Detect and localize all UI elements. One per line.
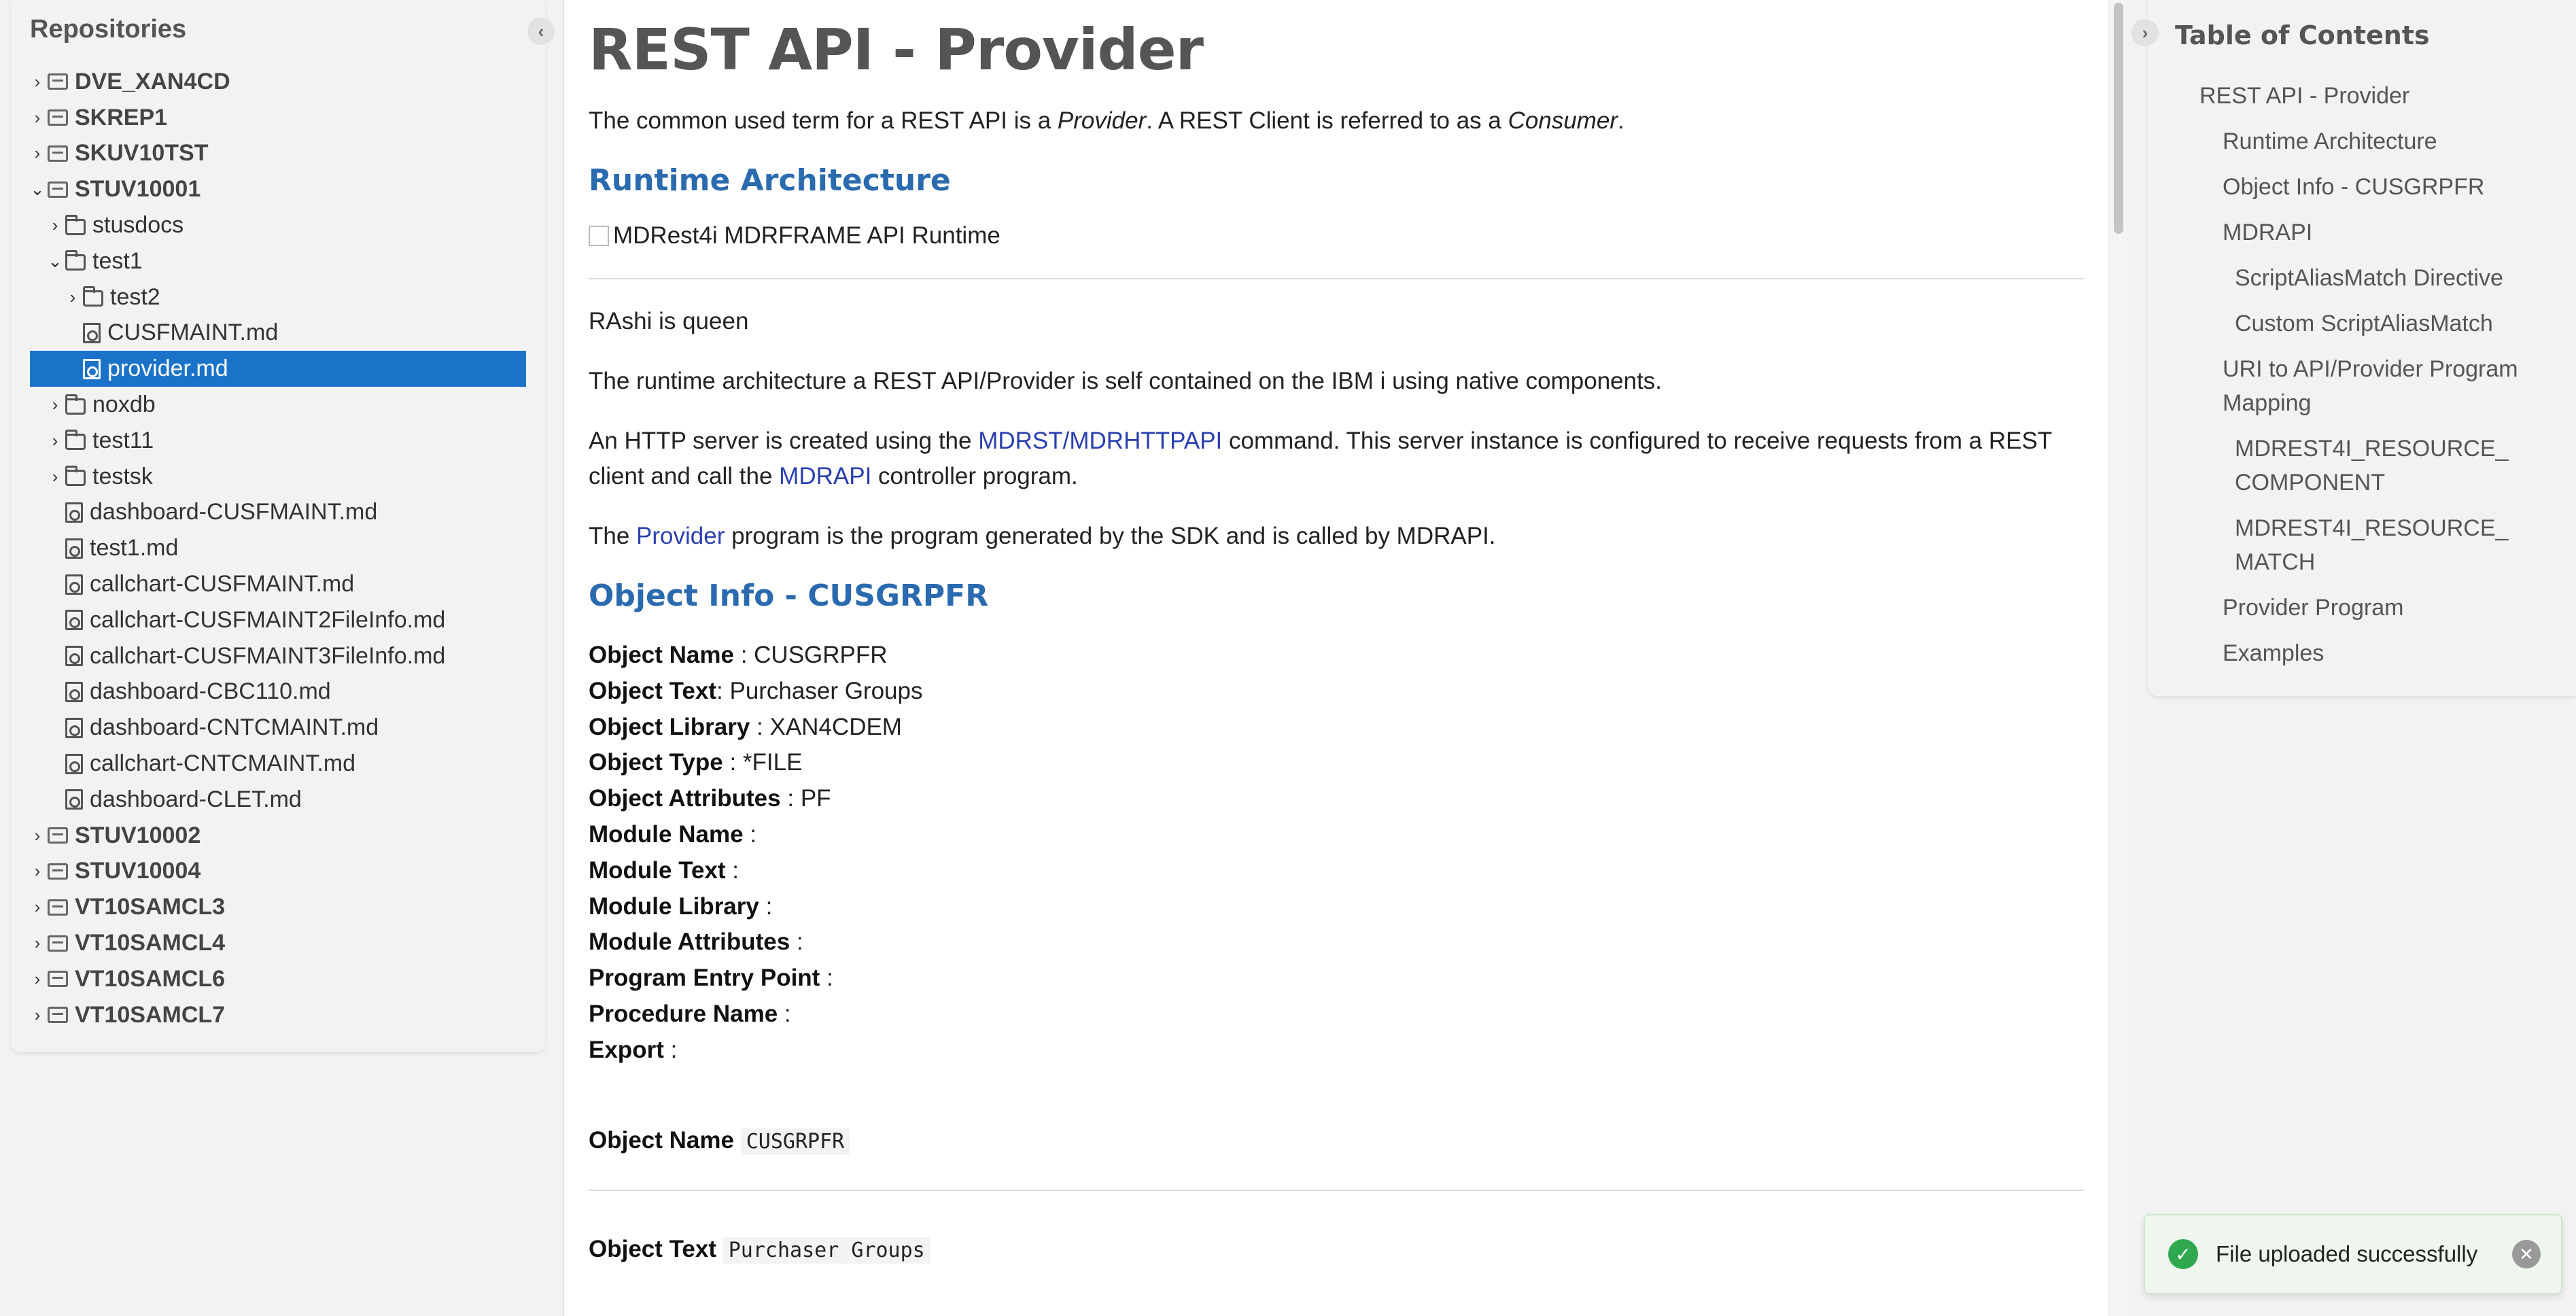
object-info-list: [589, 638, 2084, 1069]
info-label: Module Attributes: [589, 929, 790, 956]
tree-item[interactable]: [30, 782, 526, 818]
chevron-right-icon[interactable]: ›: [34, 107, 41, 128]
tree-item[interactable]: [30, 710, 526, 746]
object-info-row: [589, 745, 2084, 781]
collapse-sidebar-button[interactable]: [527, 18, 555, 45]
info-separator: :: [820, 965, 840, 992]
chevron-down-icon[interactable]: ⌄: [48, 250, 63, 271]
tree-item[interactable]: [30, 459, 526, 495]
chevron-right-icon[interactable]: ›: [34, 897, 41, 918]
chevron-right-icon[interactable]: ›: [52, 215, 58, 236]
repository-icon: [48, 935, 68, 952]
object-info-row: [589, 710, 2084, 746]
tree-item[interactable]: [30, 387, 526, 423]
sidebar-title: Repositories: [30, 15, 187, 44]
tree-item[interactable]: [30, 136, 526, 172]
toc-item[interactable]: Custom ScriptAliasMatch: [2235, 311, 2493, 336]
tree-item[interactable]: [30, 889, 526, 925]
tree-item[interactable]: [30, 925, 526, 961]
markdown-file-icon: [65, 789, 83, 810]
provider-paragraph: The Provider program is the program generated by the SDK and is called by MDRAPI.: [589, 523, 1496, 549]
info-separator: :: [759, 893, 780, 920]
page-title: REST API - Provider: [589, 16, 1204, 83]
object-text-code: Purchaser Groups: [723, 1237, 930, 1264]
document-view: [564, 0, 2108, 1316]
object-info-row: [589, 889, 2084, 925]
document-content: [589, 16, 2084, 1269]
info-separator: :: [733, 642, 754, 668]
object-info-row: [589, 781, 2084, 817]
toc-item[interactable]: MDREST4I_RESOURCE_ MATCH: [2235, 515, 2509, 575]
divider: [589, 1190, 2084, 1191]
close-toast-button[interactable]: [2512, 1240, 2541, 1268]
tree-item-label: VT10SAMCL6: [75, 965, 226, 992]
info-separator: :: [790, 929, 810, 956]
info-label: Module Text: [589, 856, 726, 884]
tree-item-label: dashboard-CUSFMAINT.md: [90, 499, 378, 525]
repository-icon: [48, 181, 68, 198]
tree-item-label: callchart-CUSFMAINT.md: [90, 571, 355, 598]
tree-item-label: STUV10002: [75, 822, 201, 848]
repository-icon: [48, 73, 68, 90]
chevron-right-icon[interactable]: ›: [52, 430, 58, 451]
toc-item[interactable]: URI to API/Provider Program Mapping: [2223, 356, 2518, 416]
toc-item[interactable]: ScriptAliasMatch Directive: [2235, 265, 2503, 291]
tree-item-label: callchart-CUSFMAINT3FileInfo.md: [90, 642, 446, 669]
heading-object-info: Object Info - CUSGRPFR: [589, 578, 989, 613]
tree-item-label: VT10SAMCL7: [75, 1001, 226, 1028]
tree-item[interactable]: [30, 997, 526, 1033]
repository-icon: [48, 145, 68, 162]
tree-item-label: SKUV10TST: [75, 140, 209, 167]
chevron-right-icon[interactable]: ›: [34, 861, 41, 882]
toggle-toc-button[interactable]: [2131, 19, 2159, 46]
tree-item-label: test1.md: [90, 535, 179, 561]
toast-message: File uploaded successfully: [2216, 1241, 2478, 1266]
chevron-right-icon[interactable]: ›: [34, 71, 41, 92]
markdown-file-icon: [65, 754, 83, 774]
object-name-code: CUSGRPFR: [741, 1128, 850, 1155]
repository-icon: [48, 971, 68, 987]
object-name-row: Object Name CUSGRPFR: [589, 1123, 2084, 1160]
markdown-file-icon: [65, 682, 83, 702]
intro-paragraph: The common used term for a REST API is a Provider. A REST Client is referred to as a Consumer.: [589, 107, 1624, 134]
markdown-file-icon: [65, 610, 83, 630]
broken-image-icon: [589, 226, 609, 246]
info-label: Object Name: [589, 642, 734, 668]
tree-item-label: noxdb: [92, 392, 156, 418]
markdown-file-icon: [83, 323, 101, 343]
repository-icon: [48, 1007, 68, 1023]
markdown-file-icon: [65, 646, 83, 666]
tree-item-label: provider.md: [107, 356, 228, 382]
object-info-row: [589, 924, 2084, 960]
info-separator: :: [780, 785, 801, 812]
object-info-row: [589, 674, 2084, 710]
tree-item[interactable]: [30, 243, 526, 279]
tree-item-label: test2: [110, 283, 160, 310]
toc-item[interactable]: MDREST4I_RESOURCE_ COMPONENT: [2235, 436, 2509, 496]
tree-item[interactable]: [30, 495, 526, 531]
object-info-row: [589, 960, 2084, 997]
chevron-right-icon[interactable]: ›: [34, 1004, 41, 1025]
object-info-row: [589, 853, 2084, 889]
info-separator: :: [663, 1036, 684, 1063]
info-label: Object Library: [589, 713, 750, 740]
mdrapi-link[interactable]: MDRAPI: [779, 463, 872, 489]
info-value: Purchaser Groups: [729, 677, 923, 704]
info-separator: :: [750, 713, 770, 740]
upload-toast: [2144, 1214, 2562, 1294]
tree-item[interactable]: [30, 566, 526, 602]
info-label: Module Library: [589, 893, 759, 920]
chevron-down-icon[interactable]: ⌄: [30, 179, 45, 200]
repository-icon: [48, 109, 68, 126]
rashi-paragraph: RAshi is queen: [589, 308, 749, 334]
runtime-paragraph: The runtime architecture a REST API/Provider is self contained on the IBM i using native components.: [589, 368, 1663, 394]
tree-item[interactable]: [30, 423, 526, 459]
tree-item-label: test1: [92, 247, 143, 274]
tree-item[interactable]: [30, 602, 526, 638]
folder-icon: [65, 434, 86, 450]
runtime-diagram-image: MDRest4i MDRFRAME API Runtime: [589, 222, 2084, 249]
toc-item[interactable]: Examples: [2223, 640, 2325, 666]
object-info-row: [589, 817, 2084, 853]
tree-item-label: dashboard-CLET.md: [90, 786, 302, 812]
info-label: Program Entry Point: [589, 965, 820, 992]
tree-item-label: test11: [92, 427, 154, 453]
check-circle-icon: ✓: [2168, 1239, 2198, 1269]
tree-item[interactable]: [30, 818, 526, 854]
tree-item-label: CUSFMAINT.md: [107, 319, 279, 346]
tree-item-label: DVE_XAN4CD: [75, 68, 230, 94]
close-icon: ✕: [2519, 1243, 2534, 1264]
repository-tree: [30, 64, 526, 1033]
toc-item[interactable]: REST API - Provider: [2199, 83, 2410, 109]
tree-item[interactable]: [30, 207, 526, 243]
repository-icon: [48, 827, 68, 844]
tree-item[interactable]: [30, 64, 526, 100]
chevron-right-icon[interactable]: ›: [69, 286, 76, 307]
scrollbar-thumb[interactable]: [2114, 3, 2123, 234]
tree-item[interactable]: [30, 100, 526, 136]
info-value: XAN4CDEM: [769, 713, 902, 740]
http-paragraph: An HTTP server is created using the MDRST/MDRHTTPAPI command. This server instance is configured to receive requests from a REST client and call the MDRAPI controller program.: [589, 428, 2052, 489]
info-value: CUSGRPFR: [754, 642, 888, 668]
tree-item[interactable]: [30, 315, 526, 351]
object-text-row: Object Text Purchaser Groups: [589, 1232, 2084, 1269]
chevron-left-icon: ‹: [538, 20, 544, 41]
tree-item[interactable]: [30, 854, 526, 890]
tree-item[interactable]: [30, 746, 526, 782]
markdown-file-icon: [65, 574, 83, 595]
chevron-right-icon[interactable]: ›: [52, 394, 58, 415]
tree-item-label: VT10SAMCL4: [75, 930, 226, 956]
tree-item-label: dashboard-CBC110.md: [90, 678, 331, 705]
info-label: Object Attributes: [589, 785, 781, 812]
folder-icon: [83, 290, 103, 307]
tree-item[interactable]: [30, 961, 526, 997]
tree-item[interactable]: [30, 530, 526, 566]
chevron-right-icon[interactable]: ›: [34, 825, 41, 846]
tree-item-label: STUV10001: [75, 176, 201, 203]
tree-item-label: dashboard-CNTCMAINT.md: [90, 714, 379, 741]
info-label: Object Text: [589, 677, 717, 704]
info-label: Module Name: [589, 820, 744, 848]
tree-item[interactable]: [30, 171, 526, 207]
folder-icon: [65, 398, 86, 415]
chevron-right-icon[interactable]: ›: [34, 143, 41, 164]
tree-item[interactable]: [30, 638, 526, 674]
chevron-right-icon[interactable]: ›: [34, 968, 41, 989]
info-label: Export: [589, 1036, 664, 1063]
document-scrollbar[interactable]: [2108, 0, 2127, 1316]
toc-item[interactable]: MDRAPI: [2223, 220, 2313, 245]
info-value: PF: [800, 785, 831, 812]
chevron-right-icon[interactable]: ›: [52, 466, 58, 487]
info-separator: :: [723, 749, 743, 776]
info-separator: :: [716, 677, 730, 704]
tree-item-label: VT10SAMCL3: [75, 894, 226, 920]
folder-icon: [65, 219, 86, 235]
markdown-file-icon: [65, 538, 83, 559]
object-info-row: [589, 997, 2084, 1033]
tree-item[interactable]: [30, 351, 526, 387]
info-label: Procedure Name: [589, 1000, 778, 1027]
toc-item[interactable]: Provider Program: [2223, 595, 2404, 621]
repository-sidebar: [0, 0, 564, 1316]
object-info-row: [589, 1033, 2084, 1069]
tree-item-label: callchart-CNTCMAINT.md: [90, 750, 356, 777]
info-value: *FILE: [742, 749, 803, 776]
toc-item[interactable]: Runtime Architecture: [2223, 128, 2437, 154]
repository-icon: [48, 899, 68, 916]
toc-list: [2199, 79, 2566, 682]
mdrhttpapi-link[interactable]: MDRST/MDRHTTPAPI: [978, 428, 1223, 454]
info-separator: :: [743, 820, 763, 848]
markdown-file-icon: [65, 718, 83, 738]
object-info-row: [589, 638, 2084, 674]
info-separator: :: [725, 856, 746, 884]
tree-item-label: SKREP1: [75, 104, 168, 131]
toc-item[interactable]: Object Info - CUSGRPFR: [2223, 174, 2485, 200]
info-separator: :: [778, 1000, 798, 1027]
repository-icon: [48, 863, 68, 880]
folder-icon: [65, 470, 86, 486]
chevron-right-icon: ›: [2142, 22, 2148, 43]
chevron-right-icon[interactable]: ›: [34, 933, 41, 954]
heading-runtime-architecture: Runtime Architecture: [589, 163, 951, 198]
tree-item[interactable]: [30, 674, 526, 710]
markdown-file-icon: [65, 502, 83, 523]
info-label: Object Type: [589, 749, 723, 776]
toc-title: Table of Contents: [2175, 20, 2430, 50]
tree-item-label: STUV10004: [75, 858, 201, 884]
divider: [589, 278, 2084, 279]
tree-item[interactable]: [30, 279, 526, 315]
markdown-file-icon: [83, 359, 101, 379]
tree-item-label: stusdocs: [92, 212, 184, 239]
tree-item-label: callchart-CUSFMAINT2FileInfo.md: [90, 606, 446, 633]
tree-item-label: testsk: [92, 463, 153, 489]
folder-icon: [65, 254, 86, 271]
provider-link[interactable]: Provider: [636, 523, 725, 549]
